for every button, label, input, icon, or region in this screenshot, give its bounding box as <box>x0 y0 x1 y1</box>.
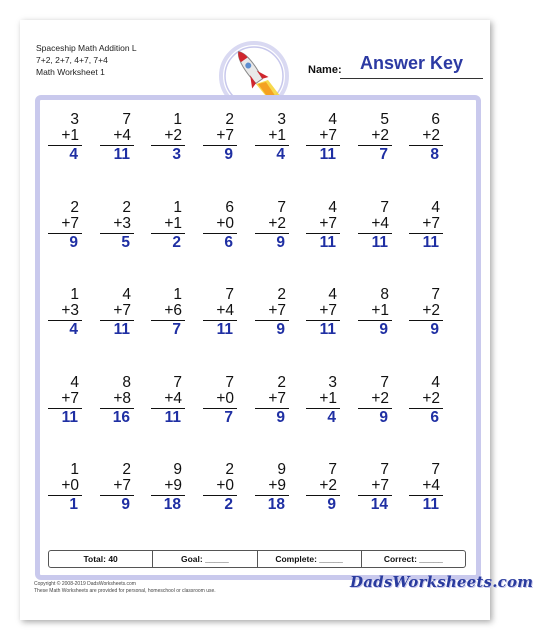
bottom-addend: +2 <box>306 478 340 496</box>
bottom-addend: +0 <box>203 391 237 409</box>
answer: 11 <box>164 409 181 426</box>
complete-cell[interactable]: Complete: _____ <box>258 551 362 567</box>
worksheet-page <box>20 20 533 620</box>
top-addend: 4 <box>431 199 440 216</box>
addition-problem <box>409 200 443 256</box>
top-addend: 7 <box>380 461 389 478</box>
answer: 11 <box>113 146 130 163</box>
addition-problem <box>151 287 185 343</box>
addition-problem <box>255 200 289 256</box>
copyright-line-2: These Math Worksheets are provided for personal, homeschool or classroom use. <box>34 588 216 594</box>
addition-problem <box>151 462 185 518</box>
top-addend: 7 <box>431 286 440 303</box>
answer: 16 <box>112 409 130 426</box>
addition-problem <box>48 112 82 168</box>
addition-problem <box>48 200 82 256</box>
bottom-addend: +9 <box>151 478 185 496</box>
bottom-addend: +2 <box>151 128 185 146</box>
top-addend: 3 <box>277 111 286 128</box>
bottom-addend: +9 <box>255 478 289 496</box>
top-addend: 3 <box>70 111 79 128</box>
bottom-addend: +1 <box>358 303 392 321</box>
top-addend: 4 <box>431 374 440 391</box>
addition-problem <box>306 375 340 431</box>
addition-problem <box>358 200 392 256</box>
top-addend: 1 <box>70 286 79 303</box>
answer: 9 <box>379 409 388 426</box>
top-addend: 2 <box>70 199 79 216</box>
bottom-addend: +1 <box>255 128 289 146</box>
top-addend: 4 <box>328 286 337 303</box>
answer: 9 <box>276 321 285 338</box>
top-addend: 1 <box>173 199 182 216</box>
answer: 4 <box>69 146 78 163</box>
bottom-addend: +0 <box>48 478 82 496</box>
answer: 9 <box>276 409 285 426</box>
answer: 5 <box>121 234 130 251</box>
top-addend: 6 <box>431 111 440 128</box>
bottom-addend: +3 <box>100 216 134 234</box>
addition-problem <box>100 112 134 168</box>
bottom-addend: +7 <box>100 478 134 496</box>
answer: 9 <box>276 234 285 251</box>
addition-problem <box>100 200 134 256</box>
answer: 11 <box>371 234 388 251</box>
answer: 11 <box>319 146 336 163</box>
bottom-addend: +7 <box>48 391 82 409</box>
worksheet-facts: 7+2, 2+7, 4+7, 7+4 <box>36 55 108 65</box>
bottom-addend: +7 <box>203 128 237 146</box>
bottom-addend: +2 <box>255 216 289 234</box>
top-addend: 7 <box>225 374 234 391</box>
copyright-line-1: Copyright © 2008-2019 DadsWorksheets.com <box>34 581 136 587</box>
answer: 2 <box>224 496 233 513</box>
answer: 3 <box>172 146 181 163</box>
answer: 9 <box>379 321 388 338</box>
addition-problem <box>409 462 443 518</box>
bottom-addend: +6 <box>151 303 185 321</box>
answer: 7 <box>379 146 388 163</box>
answer: 7 <box>224 409 233 426</box>
answer: 9 <box>69 234 78 251</box>
top-addend: 8 <box>122 374 131 391</box>
addition-problem <box>203 200 237 256</box>
bottom-addend: +4 <box>203 303 237 321</box>
answer-key-text: Answer Key <box>359 53 464 73</box>
answer: 6 <box>430 409 439 426</box>
addition-problem <box>203 375 237 431</box>
answer: 4 <box>327 409 336 426</box>
bottom-addend: +7 <box>306 216 340 234</box>
bottom-addend: +3 <box>48 303 82 321</box>
answer: 11 <box>422 496 439 513</box>
addition-problem <box>358 462 392 518</box>
answer: 6 <box>224 234 233 251</box>
bottom-addend: +4 <box>409 478 443 496</box>
addition-problem <box>151 112 185 168</box>
problem-row <box>48 287 468 347</box>
bottom-addend: +7 <box>306 128 340 146</box>
top-addend: 1 <box>70 461 79 478</box>
addition-problem <box>306 462 340 518</box>
top-addend: 2 <box>277 374 286 391</box>
top-addend: 2 <box>122 199 131 216</box>
bottom-addend: +4 <box>100 128 134 146</box>
top-addend: 7 <box>173 374 182 391</box>
problem-row <box>48 112 468 172</box>
top-addend: 5 <box>380 111 389 128</box>
top-addend: 7 <box>122 111 131 128</box>
name-field-line[interactable] <box>340 78 483 79</box>
copyright-notice <box>34 581 216 595</box>
addition-problem <box>151 200 185 256</box>
answer: 9 <box>224 146 233 163</box>
answer: 9 <box>430 321 439 338</box>
addition-problem <box>48 287 82 343</box>
addition-problem <box>306 112 340 168</box>
answer: 18 <box>267 496 285 513</box>
problem-row <box>48 462 468 522</box>
top-addend: 1 <box>173 286 182 303</box>
bottom-addend: +4 <box>151 391 185 409</box>
addition-problem <box>255 375 289 431</box>
top-addend: 2 <box>225 111 234 128</box>
top-addend: 3 <box>328 374 337 391</box>
total-cell: Total: 40 <box>49 551 153 567</box>
top-addend: 9 <box>277 461 286 478</box>
addition-problem <box>358 287 392 343</box>
answer: 8 <box>430 146 439 163</box>
worksheet-subtitle: Math Worksheet 1 <box>36 67 105 77</box>
bottom-addend: +7 <box>48 216 82 234</box>
bottom-addend: +8 <box>100 391 134 409</box>
addition-problem <box>48 462 82 518</box>
answer: 9 <box>327 496 336 513</box>
bottom-addend: +2 <box>409 128 443 146</box>
bottom-addend: +2 <box>409 391 443 409</box>
top-addend: 1 <box>173 111 182 128</box>
addition-problem <box>100 375 134 431</box>
bottom-addend: +7 <box>409 216 443 234</box>
answer: 9 <box>121 496 130 513</box>
addition-problem <box>306 200 340 256</box>
top-addend: 7 <box>225 286 234 303</box>
bottom-addend: +1 <box>48 128 82 146</box>
top-addend: 7 <box>380 199 389 216</box>
addition-problem <box>100 462 134 518</box>
addition-problem <box>255 112 289 168</box>
answer: 18 <box>163 496 181 513</box>
score-bar <box>48 550 466 568</box>
bottom-addend: +0 <box>203 478 237 496</box>
addition-problem <box>255 462 289 518</box>
answer: 11 <box>319 321 336 338</box>
answer: 4 <box>69 321 78 338</box>
answer: 11 <box>422 234 439 251</box>
answer: 11 <box>113 321 130 338</box>
problem-row <box>48 200 468 260</box>
bottom-addend: +0 <box>203 216 237 234</box>
addition-problem <box>203 287 237 343</box>
top-addend: 2 <box>225 461 234 478</box>
bottom-addend: +7 <box>100 303 134 321</box>
answer: 4 <box>276 146 285 163</box>
top-addend: 4 <box>328 199 337 216</box>
bottom-addend: +4 <box>358 216 392 234</box>
worksheet-header <box>36 42 137 78</box>
addition-problem <box>306 287 340 343</box>
answer: 11 <box>319 234 336 251</box>
top-addend: 2 <box>277 286 286 303</box>
top-addend: 6 <box>225 199 234 216</box>
bottom-addend: +7 <box>306 303 340 321</box>
top-addend: 4 <box>328 111 337 128</box>
top-addend: 7 <box>431 461 440 478</box>
addition-problem <box>203 112 237 168</box>
correct-cell[interactable]: Correct: _____ <box>383 554 443 564</box>
addition-problem <box>409 287 443 343</box>
top-addend: 7 <box>277 199 286 216</box>
answer: 2 <box>172 234 181 251</box>
bottom-addend: +1 <box>306 391 340 409</box>
goal-cell[interactable]: Goal: _____ <box>153 551 257 567</box>
top-addend: 2 <box>122 461 131 478</box>
addition-problem <box>358 112 392 168</box>
dadsworksheets-logo[interactable]: DadsWorksheets.com <box>350 573 533 591</box>
bottom-addend: +2 <box>358 391 392 409</box>
addition-problem <box>255 287 289 343</box>
bottom-addend: +2 <box>409 303 443 321</box>
addition-problem <box>151 375 185 431</box>
answer: 11 <box>61 409 78 426</box>
top-addend: 7 <box>380 374 389 391</box>
top-addend: 9 <box>173 461 182 478</box>
addition-problem <box>100 287 134 343</box>
problem-row <box>48 375 468 435</box>
addition-problem <box>358 375 392 431</box>
addition-problem <box>203 462 237 518</box>
top-addend: 4 <box>122 286 131 303</box>
answer: 1 <box>69 496 78 513</box>
answer: 14 <box>370 496 388 513</box>
answer: 7 <box>172 321 181 338</box>
bottom-addend: +7 <box>358 478 392 496</box>
worksheet-title: Spaceship Math Addition L <box>36 43 137 53</box>
bottom-addend: +2 <box>358 128 392 146</box>
name-label: Name: <box>308 64 342 76</box>
bottom-addend: +1 <box>151 216 185 234</box>
addition-problem <box>48 375 82 431</box>
top-addend: 7 <box>328 461 337 478</box>
bottom-addend: +7 <box>255 391 289 409</box>
bottom-addend: +7 <box>255 303 289 321</box>
answer: 11 <box>216 321 233 338</box>
top-addend: 8 <box>380 286 389 303</box>
addition-problem <box>409 375 443 431</box>
top-addend: 4 <box>70 374 79 391</box>
addition-problem <box>409 112 443 168</box>
